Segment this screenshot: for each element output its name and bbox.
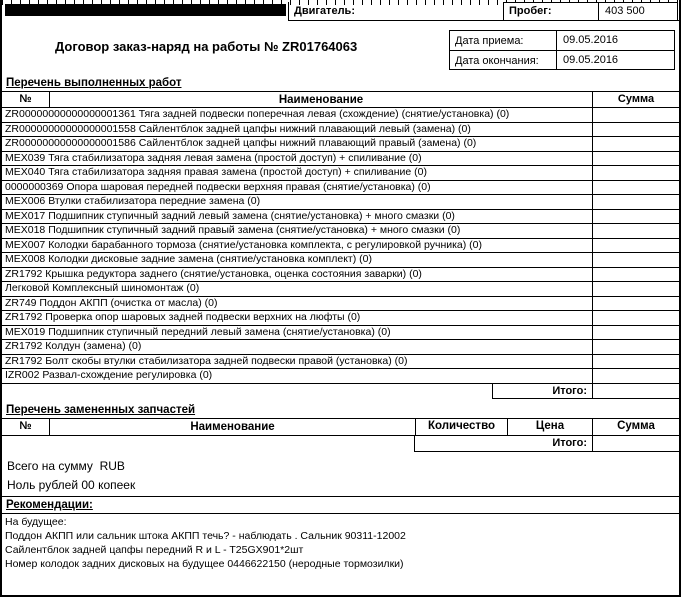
sum-cell [592,137,679,151]
recommendations-box [2,513,679,596]
works-section-title: Перечень выполненных работ [6,77,182,89]
sum-cell [592,268,679,282]
work-item: MEX006 Втулки стабилизатора передние замена (0) [5,195,261,207]
summary-block [7,459,679,492]
work-item: ZR1792 Проверка опор шаровых задней подвески верхних на люфты (0) [5,311,361,323]
summary-amount-words: Ноль рублей 00 копеек [7,477,136,492]
work-item: MEX040 Тяга стабилизатора задняя правая замена (простой доступ) + спиливание (0) [5,166,427,178]
spacer [2,436,414,452]
table-row [2,152,679,167]
table-row [2,355,679,370]
table-row [2,311,679,326]
table-row [2,137,679,152]
sum-cell [592,253,679,267]
sum-cell [592,311,679,325]
parts-table [2,418,679,452]
mileage-value: 403 500 [598,3,677,20]
parts-col-name: Наименование [190,420,275,433]
work-item: ZR00000000000000001586 Сайлентблок задней цапфы нижний плавающий правый (замена) (0) [5,137,477,149]
works-total-row [2,384,679,399]
recommendations-title: Рекомендации: [6,498,93,511]
work-item: ZR749 Поддон АКПП (очистка от масла) (0) [5,296,218,309]
works-total-label: Итого: [492,384,592,399]
date-finished-value: 09.05.2016 [556,51,674,70]
work-item: Легковой Комплексный шиномонтаж (0) [5,282,200,294]
sum-cell [592,181,679,195]
works-col-name: Наименование [278,93,364,106]
recommendation-line: На будущее: [5,515,67,528]
work-item: MEX017 Подшипник ступичный задний левый замена (снятие/установка) + много смазки (0) [5,209,455,222]
work-item: ZR00000000000000001361 Тяга задней подвески поперечная левая (схождение) (снятие/установка) (0) [5,108,510,120]
sum-cell [592,297,679,311]
sum-cell [592,108,679,122]
date-received-value: 09.05.2016 [556,31,674,50]
parts-table-header [2,418,679,436]
table-row [2,282,679,297]
sum-cell [592,195,679,209]
parts-total-sum-cell [592,436,679,452]
sum-cell [592,166,679,180]
works-total-sum-cell [592,384,679,399]
work-item: ZR1792 Колдун (замена) (0) [5,340,142,352]
table-row [2,297,679,312]
table-row [2,239,679,254]
table-row [2,340,679,355]
mileage-label: Пробег: [509,5,552,17]
sum-cell [592,239,679,253]
date-finished-row [450,51,674,70]
table-row [2,268,679,283]
parts-col-num: № [2,419,50,435]
date-finished-label: Дата окончания: [455,54,539,67]
works-table [2,91,679,399]
works-col-sum: Сумма [592,92,679,107]
sum-cell [592,369,679,383]
parts-total-label: Итого: [414,436,592,452]
works-table-header [2,91,679,108]
work-item: MEX007 Колодки барабанного тормоза (снятие/установка комплекта, с регулировкой ручника) (0) [5,238,483,251]
recommendation-line: Поддон АКПП или сальник штока АКПП течь? - наблюдать . Сальник 90311-12002 [5,529,406,542]
works-col-num: № [2,92,50,107]
parts-total-row [2,436,679,452]
sum-cell [592,282,679,296]
work-item: 0000000369 Опора шаровая передней подвески верхняя правая (снятие/установка) (0) [5,180,431,193]
dates-box [449,30,675,70]
sum-cell [592,152,679,166]
header-row [2,30,679,70]
work-item: MEX039 Тяга стабилизатора задняя левая замена (простой доступ) + спиливание (0) [5,151,422,164]
mileage-cell [503,2,678,21]
work-item: MEX008 Колодки дисковые задние замена (снятие/установка комплект) (0) [5,253,372,265]
table-row [2,326,679,341]
recommendation-line: Сайлентблок задней цапфы передний R и L - T25GX901*2шт [5,543,304,556]
sum-cell [592,340,679,354]
divider-line [2,496,679,497]
table-row [2,210,679,225]
spacer [2,384,492,399]
summary-total-line: Всего на сумму RUB [7,458,125,473]
table-row [2,123,679,138]
parts-col-sum: Сумма [592,419,679,435]
work-item: ZR1792 Крышка редуктора заднего (снятие/установка, оценка состояния заварки) (0) [5,267,422,280]
table-row [2,166,679,181]
redacted-box [5,4,286,16]
sum-cell [592,210,679,224]
engine-label: Двигатель: [288,2,679,21]
table-row [2,181,679,196]
table-row [2,108,679,123]
table-row [2,253,679,268]
sum-cell [592,123,679,137]
date-received-row [450,31,674,51]
parts-col-price: Цена [507,419,592,435]
sum-cell [592,355,679,369]
work-item: MEX018 Подшипник ступичный задний правый замена (снятие/установка) + много смазки (0) [5,224,461,236]
table-row [2,195,679,210]
work-item: ZR1792 Болт скобы втулки стабилизатора задней подвески правой (установка) (0) [5,354,408,367]
document-title: Договор заказ-наряд на работы № ZR01764063 [55,39,358,54]
recommendation-line: Номер колодок задних дисковых на будущее 0446622150 (неродные тормозилки) [5,557,404,570]
date-received-label: Дата приема: [455,34,524,47]
table-row [2,369,679,384]
work-item: MEX019 Подшипник ступичный передний левый замена (снятие/установка) (0) [5,325,391,338]
work-item: IZR002 Развал-схождение регулировка (0) [5,369,213,381]
parts-col-qty: Количество [415,419,507,435]
sum-cell [592,326,679,340]
work-item: ZR00000000000000001558 Сайлентблок задней цапфы нижний плавающий левый (замена) (0) [5,122,471,135]
table-row [2,224,679,239]
sum-cell [592,224,679,238]
parts-section-title: Перечень замененных запчастей [6,403,196,416]
